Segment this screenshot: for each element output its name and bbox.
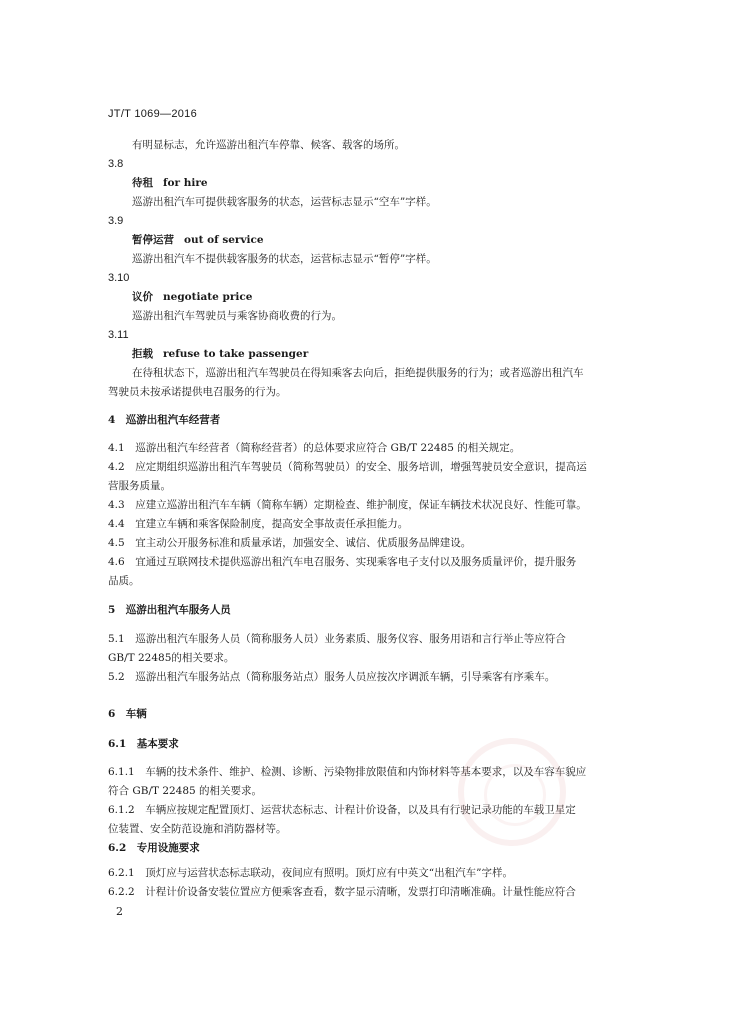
term-heading — [132, 233, 264, 247]
clause-text-continued: 符合 GB/T 22485 的相关要求。 — [108, 785, 263, 797]
clause-text: 4.6 宜通过互联网技术提供巡游出租汽车电召服务、实现乘客电子支付以及服务质量评价，提升服务 — [108, 556, 577, 568]
section-heading: 4 巡游出租汽车经营者 — [108, 414, 221, 426]
term-zh: 待租 — [132, 177, 153, 189]
clause-number: 3.10 — [108, 272, 130, 284]
clause-text: 5.2 巡游出租汽车服务站点（简称服务站点）服务人员应按次序调派车辆，引导乘客有序乘车。 — [108, 671, 556, 683]
term-heading — [132, 347, 308, 361]
term-en: out of service — [184, 234, 264, 246]
term-en: refuse to take passenger — [163, 348, 309, 360]
clause-text-continued: 营服务质量。 — [108, 480, 171, 492]
section-heading: 5 巡游出租汽车服务人员 — [108, 604, 231, 616]
standard-code-header: JT/T 1069—2016 — [108, 108, 197, 120]
clause-number: 3.9 — [108, 215, 124, 227]
clause-text: 4.3 应建立巡游出租汽车车辆（简称车辆）定期检查、维护制度，保证车辆技术状况良好、性能可靠。 — [108, 499, 587, 511]
clause-text: 4.1 巡游出租汽车经营者（简称经营者）的总体要求应符合 GB/T 22485 的相关规定。 — [108, 442, 521, 454]
clause-text: 6.2.2 计程计价设备安装位置应方便乘客查看，数字显示清晰，发票打印清晰准确。计量性能应符合 — [108, 886, 576, 898]
term-definition: 巡游出租汽车驾驶员与乘客协商收费的行为。 — [132, 310, 342, 322]
subsection-heading: 6.1 基本要求 — [108, 738, 179, 750]
subsection-heading: 6.2 专用设施要求 — [108, 842, 200, 854]
clause-number: 3.8 — [108, 158, 124, 170]
clause-text: 5.1 巡游出租汽车服务人员（简称服务人员）业务素质、服务仪容、服务用语和言行举止等应符合 — [108, 633, 566, 645]
term-zh: 暂停运营 — [132, 234, 174, 246]
clause-number: 3.11 — [108, 329, 129, 341]
term-zh: 拒载 — [132, 348, 153, 360]
clause-text: 4.4 宜建立车辆和乘客保险制度，提高安全事故责任承担能力。 — [108, 518, 409, 530]
clause-text: 4.5 宜主动公开服务标准和质量承诺，加强安全、诚信、优质服务品牌建设。 — [108, 537, 472, 549]
clause-text-continued: 位装置、安全防范设施和消防器材等。 — [108, 823, 287, 835]
watermark-seal — [458, 738, 566, 846]
term-definition-continued: 驾驶员未按承诺提供电召服务的行为。 — [108, 386, 287, 398]
term-heading — [132, 290, 252, 304]
page-number: 2 — [116, 905, 123, 918]
term-definition: 巡游出租汽车不提供载客服务的状态，运营标志显示“暂停”字样。 — [132, 253, 437, 265]
clause-text-continued: GB/T 22485的相关要求。 — [108, 652, 235, 664]
term-zh: 议价 — [132, 291, 153, 303]
clause-text: 4.2 应定期组织巡游出租汽车驾驶员（简称驾驶员）的安全、服务培训，增强驾驶员安全意识，提高运 — [108, 461, 587, 473]
clause-text: 6.1.2 车辆应按规定配置顶灯、运营状态标志、计程计价设备，以及具有行驶记录功能的车载卫星定 — [108, 804, 576, 816]
section-heading: 6 车辆 — [108, 708, 147, 720]
clause-text: 6.1.1 车辆的技术条件、维护、检测、诊断、污染物排放限值和内饰材料等基本要求，以及车容车貌应 — [108, 766, 587, 778]
term-heading — [132, 176, 208, 190]
text-line: 有明显标志，允许巡游出租汽车停靠、候客、载客的场所。 — [132, 139, 405, 151]
clause-text-continued: 品质。 — [108, 575, 140, 587]
clause-text: 6.2.1 顶灯应与运营状态标志联动，夜间应有照明。顶灯应有中英文“出租汽车”字样。 — [108, 867, 513, 879]
term-definition: 巡游出租汽车可提供载客服务的状态，运营标志显示“空车”字样。 — [132, 196, 437, 208]
term-en: for hire — [163, 177, 208, 189]
term-definition: 在待租状态下，巡游出租汽车驾驶员在得知乘客去向后，拒绝提供服务的行为；或者巡游出租汽车 — [132, 367, 584, 379]
term-en: negotiate price — [163, 291, 253, 303]
